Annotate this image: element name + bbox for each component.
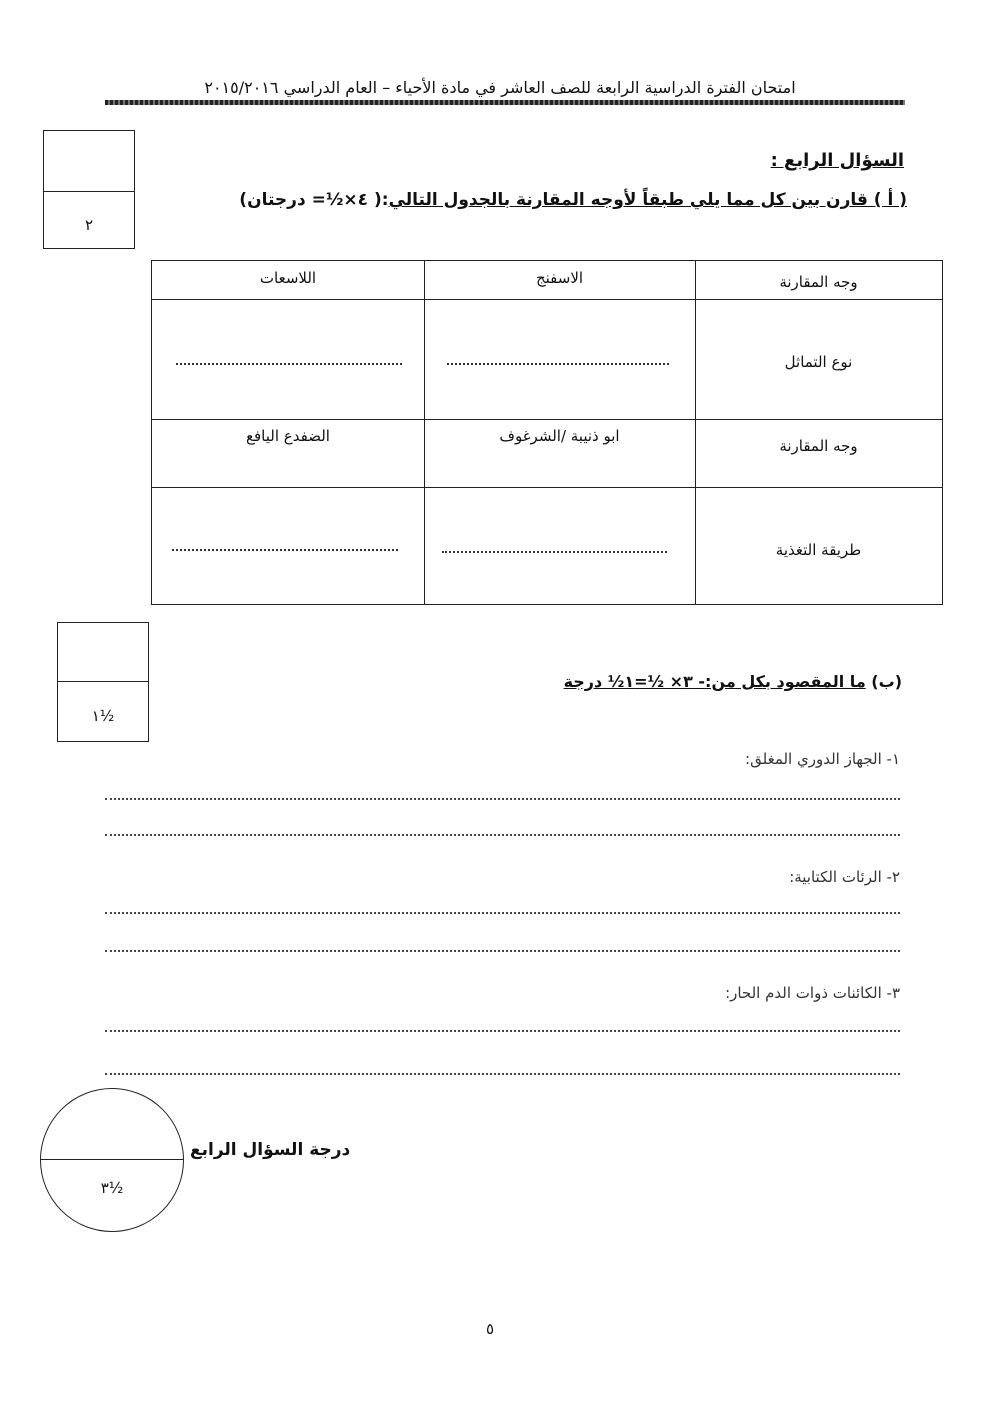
exam-header-title: امتحان الفترة الدراسية الرابعة للصف العاشر في مادة الأحياء – العام الدراسي ٢٠١٥/٢٠١٦ xyxy=(204,78,796,97)
table-row2-heading: نوع التماثل xyxy=(784,353,853,371)
answer-dots[interactable] xyxy=(176,363,402,365)
table-row1-heading: وجه المقارنة xyxy=(779,273,858,291)
answer-dots[interactable] xyxy=(172,549,398,551)
total-score-label: درجة السؤال الرابع xyxy=(190,1140,351,1160)
score-box-part-b xyxy=(57,622,149,742)
table-row3-col2: الضفدع اليافع xyxy=(246,427,330,445)
answer-line[interactable] xyxy=(105,798,900,800)
part-b-text: ما المقصود بكل من:- ٣× ½=١½ درجة xyxy=(563,672,866,691)
table-row3-col1: ابو ذنيبة /الشرغوف xyxy=(499,427,620,445)
score-box-divider xyxy=(58,681,148,682)
score-box-part-a xyxy=(43,130,135,249)
table-row1-col1: الاسفنج xyxy=(535,269,584,287)
comparison-table xyxy=(151,260,943,605)
circle-divider xyxy=(41,1159,183,1160)
part-b-instruction xyxy=(564,672,902,691)
list-item-label: ١- الجهاز الدوري المغلق: xyxy=(745,750,900,768)
score-box-value: ١½ xyxy=(91,707,115,725)
answer-line[interactable] xyxy=(105,912,900,914)
total-score-circle xyxy=(40,1088,184,1232)
answer-line[interactable] xyxy=(105,1073,900,1075)
answer-line[interactable] xyxy=(105,1030,900,1032)
answer-line[interactable] xyxy=(105,834,900,836)
question-title: السؤال الرابع : xyxy=(770,150,904,171)
part-a-instruction-main: ( أ ) قارن بين كل مما يلي طبقاً لأوجه المقارنة بالجدول التالي xyxy=(388,190,907,210)
score-box-value: ٢ xyxy=(84,216,94,234)
list-item-label: ٢- الرئات الكتابية: xyxy=(789,868,900,886)
list-item-label: ٣- الكائنات ذوات الدم الحار: xyxy=(725,984,900,1002)
answer-line[interactable] xyxy=(105,950,900,952)
page-number: ٥ xyxy=(486,1320,495,1338)
answer-dots[interactable] xyxy=(447,363,669,365)
part-b-label: (ب) xyxy=(871,672,902,691)
table-row1-col2: اللاسعات xyxy=(259,269,317,287)
part-a-marks: :( ٤×½= درجتان) xyxy=(239,190,389,210)
table-row-line xyxy=(152,487,942,488)
table-row3-heading: وجه المقارنة xyxy=(779,437,858,455)
total-score-value: ٣½ xyxy=(100,1179,124,1197)
table-row4-heading: طريقة التغذية xyxy=(775,541,862,559)
header-rule xyxy=(105,100,905,105)
part-a-instruction xyxy=(239,190,907,210)
answer-dots[interactable] xyxy=(442,551,667,553)
table-row-line xyxy=(152,299,942,300)
table-row-line xyxy=(152,419,942,420)
score-box-divider xyxy=(44,191,134,192)
